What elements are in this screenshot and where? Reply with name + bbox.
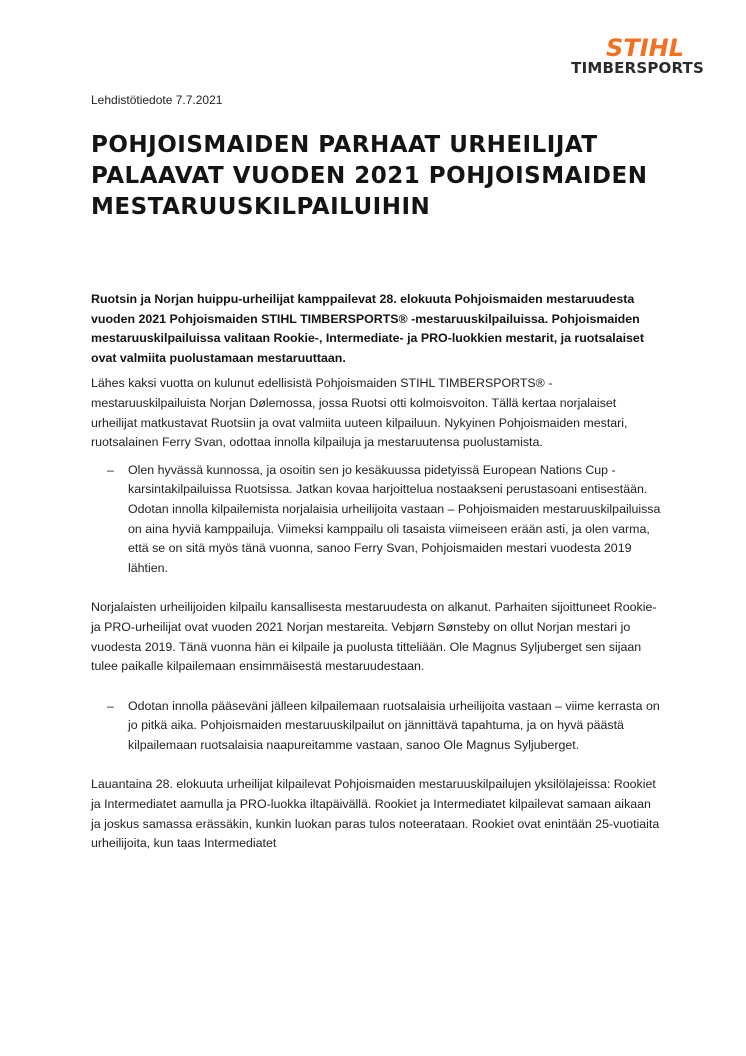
press-release-date: Lehdistötiedote 7.7.2021	[91, 93, 223, 107]
body-paragraph-2: Norjalaisten urheilijoiden kilpailu kansallisesta mestaruudesta on alkanut. Parhaiten sijoittuneet Rookie- ja PRO-urheilijat ovat vuoden 2021 Norjan mestareita. Vebjørn Sønsteby on ollut Norjan mestari jo vuodesta 2019. Tänä vuonna hän ei kilpaile ja puolusta titteliään. Ole Magnus Syljuberget sen sijaan tulee paikalle kilpailemaan ensimmäisestä mestaruudestaan.	[91, 600, 657, 674]
quote-ole-magnus-syljuberget: – Odotan innolla pääseväni jälleen kilpailemaan ruotsalaisia urheilijoita vastaan – viime kerrasta on jo pitkä aika. Pohjoismaiden mestaruuskilpailut on jännittävä tapahtuma, ja on hyvä päästä kilpailemaan ruotsalaisia naapureitamme vastaan, sanoo Ole Magnus Syljuberget.	[91, 697, 663, 756]
body-paragraph-3: Lauantaina 28. elokuuta urheilijat kilpailevat Pohjoismaiden mestaruuskilpailujen yksilölajeissa: Rookiet ja Intermediatet aamulla ja PRO-luokka iltapäivällä. Rookiet ja Intermediatet kilpailevat samaan aikaan ja joskus samassa erässäkin, kunkin luokan paras tulos noteerataan. Rookiet ovat enintään 25-vuotiaita urheilijoita, kun taas Intermediatet	[91, 777, 660, 851]
lead-paragraph: Ruotsin ja Norjan huippu-urheilijat kamppailevat 28. elokuuta Pohjoismaiden mestaruudesta vuoden 2021 Pohjoismaiden STIHL TIMBERSPORTS® -mestaruuskilpailuissa. Pohjoismaiden mestaruuskilpailuissa valitaan Rookie-, Intermediate- ja PRO-luokkien mestarit, ja ruotsalaiset ovat valmiita puolustamaan mestaruuttaan.	[91, 292, 644, 365]
quote-ferry-svan: – Olen hyvässä kunnossa, ja osoitin sen jo kesäkuussa pidetyissä European Nations Cup -karsintakilpailuissa Ruotsissa. Jatkan kovaa harjoittelua nostaakseni perustasoani entisestään. Odotan innolla kilpailemista norjalaisia urheilijoita vastaan – Pohjoismaiden mestaruuskilpailuissa on aina hyviä kamppailuja. Viimeksi kamppailu oli tasaista viimeiseen erään asti, ja olen varma, että se on sitä myös tänä vuonna, sanoo Ferry Svan, Pohjoismaiden mestari vuodesta 2019 lähtien.	[91, 461, 663, 579]
stihl-timbersports-logo	[554, 36, 704, 76]
article-body	[91, 290, 663, 854]
body-paragraph-1: Lähes kaksi vuotta on kulunut edellisistä Pohjoismaiden STIHL TIMBERSPORTS® -mestaruuskilpailuista Norjan Dølemossa, jossa Ruotsi otti kolmoisvoiton. Tällä kertaa norjalaiset urheilijat matkustavat Ruotsiin ja ovat valmiita uuteen kilpailuun. Nykyinen Pohjoismaiden mestari, ruotsalainen Ferry Svan, odottaa innolla kilpailuja ja mestaruutensa puolustamista.	[91, 376, 628, 450]
page-title: POHJOISMAIDEN PARHAAT URHEILIJAT PALAAVAT VUODEN 2021 POHJOISMAIDEN MESTARUUSKILPAILUIHIN	[91, 132, 648, 220]
logo-stihl-text: STIHL	[606, 34, 684, 62]
logo-timbersports-text: TIMBERSPORTS	[571, 59, 704, 77]
